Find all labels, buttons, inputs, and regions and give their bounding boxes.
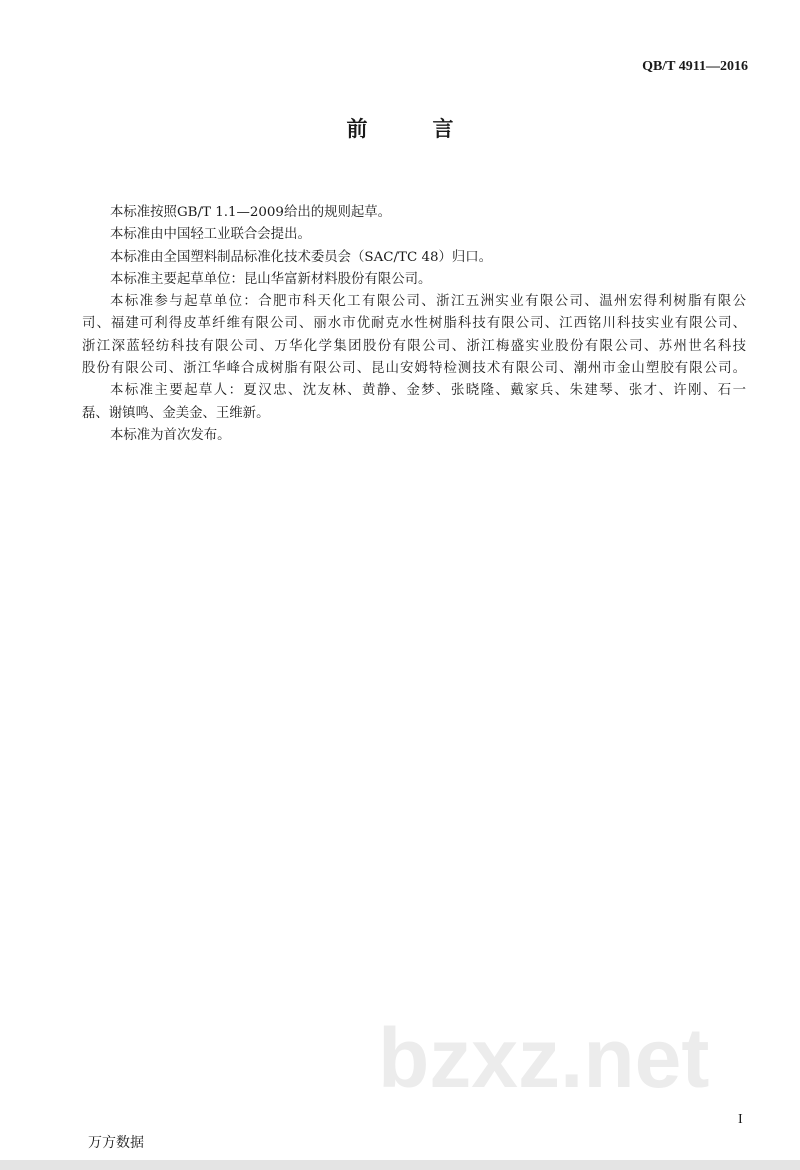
paragraph-line: 本标准由中国轻工业联合会提出。 (110, 227, 311, 242)
source-label: 万方数据 (88, 1135, 144, 1151)
page-title: 前 言 (346, 117, 476, 141)
paragraph-line: 本标准为首次发布。 (110, 428, 231, 443)
standard-number: QB/T 4911—2016 (642, 59, 748, 74)
paragraph-line: 本标准主要起草单位：昆山华富新材料股份有限公司。 (110, 272, 432, 287)
paragraph-line: 磊、谢镇鸣、金美金、王维新。 (82, 406, 270, 421)
page-number: I (738, 1112, 743, 1127)
bottom-border (0, 1160, 800, 1170)
paragraph-line: 本标准主要起草人：夏汉忠、沈友林、黄静、金梦、张晓隆、戴家兵、朱建琴、张才、许刚、石一 (110, 383, 746, 398)
paragraph-line: 浙江深蓝轻纺科技有限公司、万华化学集团股份有限公司、浙江梅盛实业股份有限公司、苏州世名科技 (82, 339, 746, 354)
paragraph-line: 司、福建可利得皮革纤维有限公司、丽水市优耐克水性树脂科技有限公司、江西铭川科技实业有限公司、 (82, 316, 746, 331)
paragraph-line: 本标准按照GB/T 1.1—2009给出的规则起草。 (110, 205, 392, 220)
watermark: bzxz.net (378, 1011, 710, 1105)
paragraph-line: 股份有限公司、浙江华峰合成树脂有限公司、昆山安姆特检测技术有限公司、潮州市金山塑胶有限公司。 (82, 361, 746, 376)
paragraph-line: 本标准由全国塑料制品标准化技术委员会（SAC/TC 48）归口。 (110, 250, 493, 265)
paragraph-line: 本标准参与起草单位：合肥市科天化工有限公司、浙江五洲实业有限公司、温州宏得利树脂有限公 (110, 294, 746, 309)
